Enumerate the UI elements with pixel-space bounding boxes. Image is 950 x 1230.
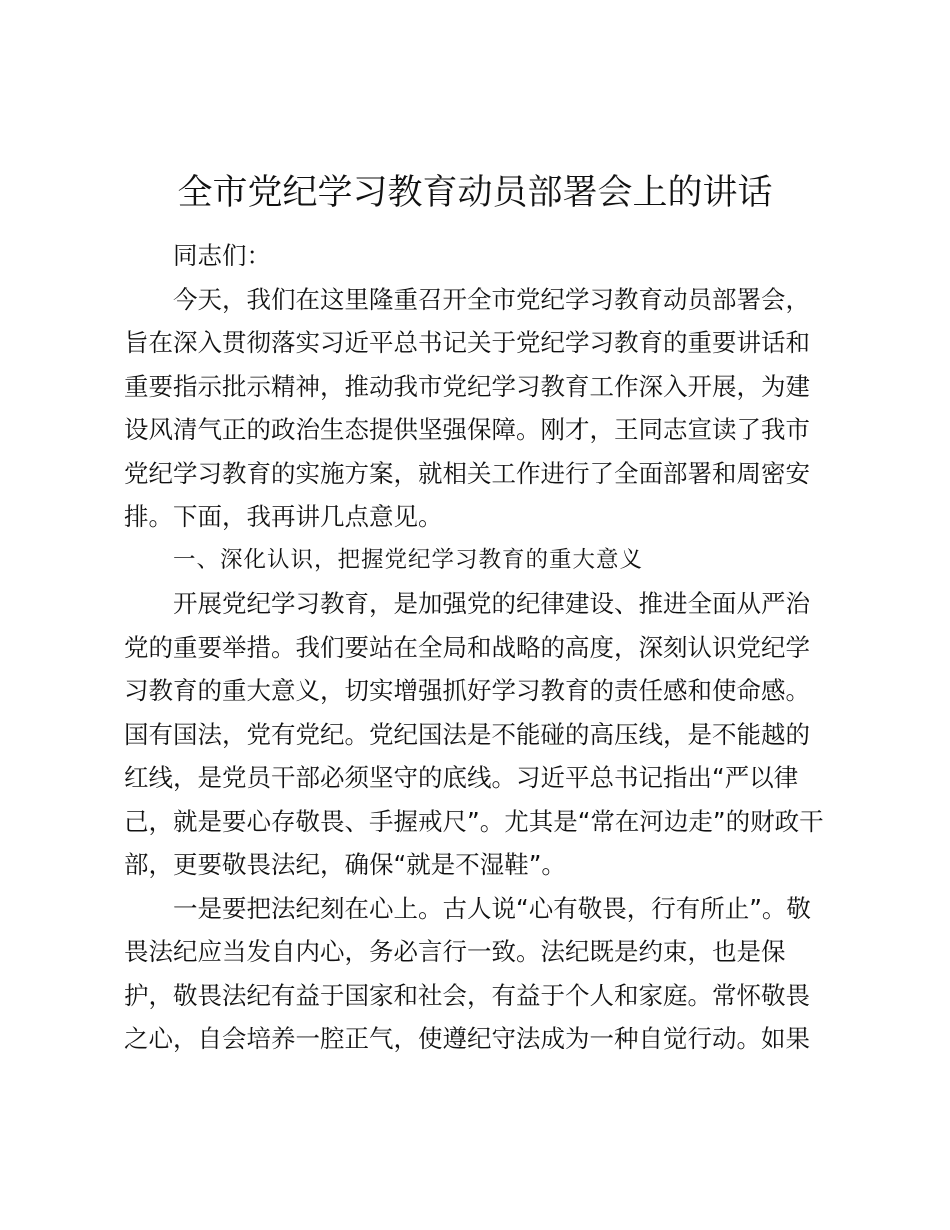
paragraph-line: 排。下面，我再讲几点意见。 xyxy=(124,502,443,531)
paragraph-line: 一是要把法纪刻在心上。古人说“心有敬畏，行有所止”。敬 xyxy=(173,893,811,923)
paragraph-line: 畏法纪应当发自内心，务必言行一致。法纪既是约束，也是保 xyxy=(124,937,786,966)
paragraph-line: 之心，自会培养一腔正气，使遵纪守法成为一种自觉行动。如果 xyxy=(124,1024,810,1053)
paragraph-line: 国有国法，党有党纪。党纪国法是不能碰的高压线，是不能越的 xyxy=(124,719,810,749)
paragraph-line: 重要指示批示精神，推动我市党纪学习教育工作深入开展，为建 xyxy=(124,371,810,401)
paragraph-line: 今天，我们在这里隆重召开全市党纪学习教育动员部署会， xyxy=(173,284,810,314)
paragraph-line: 红线，是党员干部必须坚守的底线。习近平总书记指出“严以律 xyxy=(124,763,799,792)
paragraph-line: 习教育的重大意义，切实增强抓好学习教育的责任感和使命感。 xyxy=(124,676,810,705)
document-body xyxy=(124,234,830,1061)
paragraph-line: 党纪学习教育的实施方案，就相关工作进行了全面部署和周密安 xyxy=(124,458,810,488)
document-title: 全市党纪学习教育动员部署会上的讲话 xyxy=(177,173,773,213)
section-heading: 一、深化认识，把握党纪学习教育的重大意义 xyxy=(173,546,644,573)
paragraph-line: 开展党纪学习教育，是加强党的纪律建设、推进全面从严治 xyxy=(173,589,810,618)
paragraph-line: 己，就是要心存敬畏、手握戒尺”。尤其是“常在河边走”的财政干 xyxy=(124,806,824,836)
paragraph-line: 部，更要敬畏法纪，确保“就是不湿鞋”。 xyxy=(124,850,566,879)
paragraph-line: 设风清气正的政治生态提供坚强保障。刚才，王同志宣读了我市 xyxy=(124,415,810,444)
paragraph-line: 党的重要举措。我们要站在全局和战略的高度，深刻认识党纪学 xyxy=(124,632,810,662)
salutation: 同志们： xyxy=(173,241,271,270)
paragraph-line: 旨在深入贯彻落实习近平总书记关于党纪学习教育的重要讲话和 xyxy=(124,328,810,357)
paragraph-line: 护，敬畏法纪有益于国家和社会，有益于个人和家庭。常怀敬畏 xyxy=(124,980,810,1010)
